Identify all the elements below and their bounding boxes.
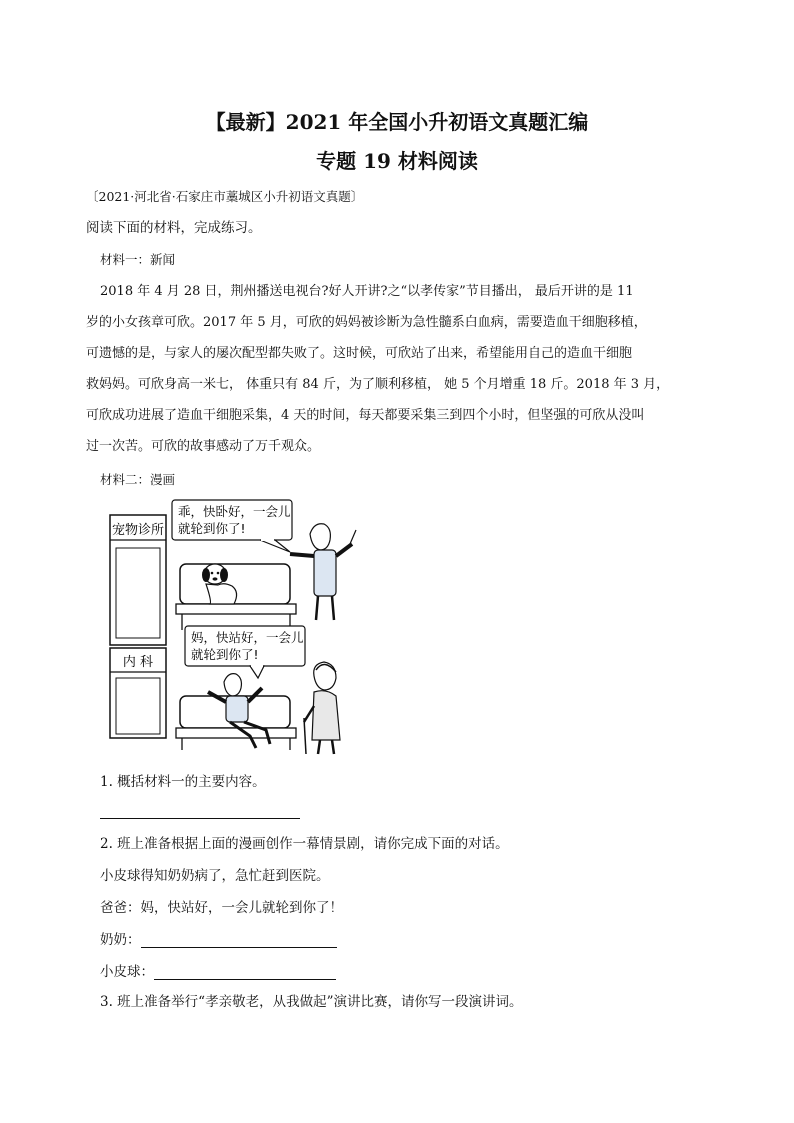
bubble-top-line1: 乖，快卧好，一会儿: [178, 504, 291, 519]
bubble-bottom-line1: 妈，快站好，一会儿: [191, 630, 304, 645]
material2-label: 材料二：漫画: [100, 472, 176, 487]
question-2: 2. 班上准备根据上面的漫画创作一幕情景剧，请你完成下面的对话。: [100, 836, 509, 852]
passage-line: 可欣成功进展了造血干细胞采集，4 天的时间，每天都要采集三到四个小时，但坚强的可欣从没叫: [86, 408, 645, 423]
question-source: 〔2021·河北省·石家庄市藁城区小升初语文真题〕: [86, 189, 364, 204]
passage-line: 2018 年 4 月 28 日，荆州播送电视台?好人开讲?之“以孝传家”节目播出， 最后开讲的是 11: [100, 284, 634, 299]
bubble-bottom-line2: 就轮到你了!: [191, 647, 259, 662]
dialogue-dad: 爸爸：妈，快站好，一会儿就轮到你了！: [100, 900, 343, 916]
dialogue-kid: [100, 960, 336, 980]
sign-internal-medicine: 内 科: [122, 655, 154, 670]
answer-line-q1[interactable]: [100, 818, 300, 819]
question-1: 1. 概括材料一的主要内容。: [100, 774, 266, 790]
passage-line: 可遗憾的是，与家人的屡次配型都失败了。这时候，可欣站了出来，希望能用自己的造血干细胞: [86, 346, 633, 361]
dialogue-grandma-label: 奶奶：: [100, 932, 141, 948]
bubble-top-line2: 就轮到你了!: [178, 521, 246, 536]
sign-pet-clinic: 宠物诊所: [111, 523, 165, 538]
instruction-text: 阅读下面的材料，完成练习。: [86, 220, 262, 236]
page-subtitle: 专题 19 材料阅读: [316, 149, 478, 173]
question-3: 3. 班上准备举行“孝亲敬老，从我做起”演讲比赛，请你写一段演讲词。: [100, 994, 523, 1010]
answer-blank-grandma[interactable]: [141, 933, 337, 948]
comic-illustration: [100, 492, 400, 762]
dialogue-grandma: [100, 928, 337, 948]
dialogue-kid-label: 小皮球：: [100, 964, 154, 980]
passage-line: 过一次苦。可欣的故事感动了万千观众。: [86, 439, 321, 454]
passage-line: 救妈妈。可欣身高一米七， 体重只有 84 斤，为了顺利移植， 她 5 个月增重 18 斤。2018 年 3 月，: [86, 377, 670, 392]
man-figure-top: [290, 524, 356, 620]
question-2-context: 小皮球得知奶奶病了，急忙赶到医院。: [100, 868, 330, 884]
material1-passage: [86, 276, 720, 462]
material1-label: 材料一：新闻: [100, 252, 176, 267]
passage-line: 岁的小女孩章可欣。2017 年 5 月，可欣的妈妈被诊断为急性髓系白血病，需要造血干细胞移植，: [86, 315, 647, 330]
grandmother-figure: [304, 662, 340, 754]
page-title: 【最新】2021 年全国小升初语文真题汇编: [205, 110, 589, 134]
answer-blank-kid[interactable]: [154, 965, 336, 980]
